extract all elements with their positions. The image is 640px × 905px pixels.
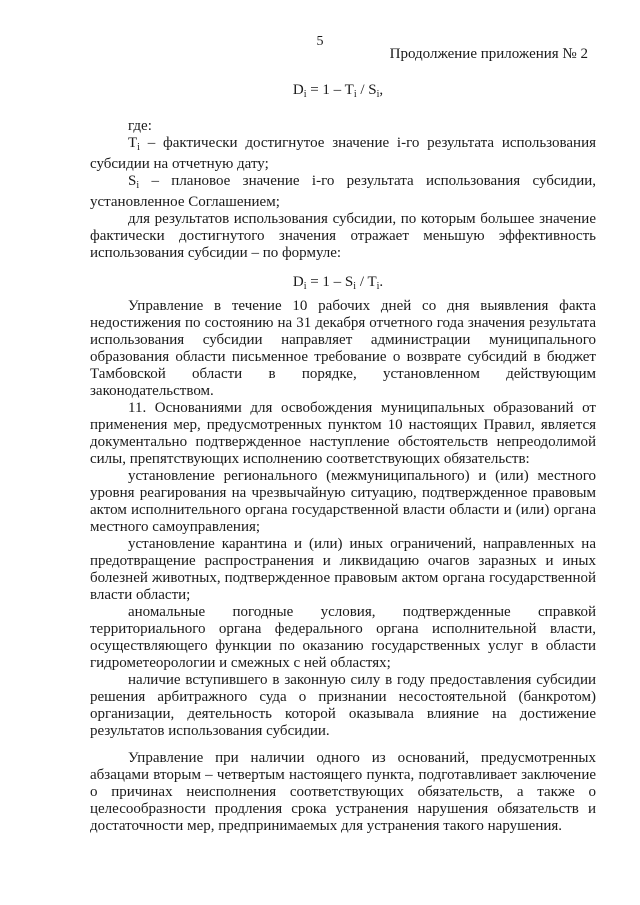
inverse-results-clause: для результатов использования субсидии, по которым большее значение фактически достигнутого значения отражает меньшую эффективность использования субсидии – по формуле: (90, 211, 596, 261)
formula-efficiency-inverse (0, 274, 640, 292)
formula-d: D (292, 82, 304, 98)
paragraph-conclusion: Управление при наличии одного из оснований, предусмотренных абзацами вторым – четвертым настоящего пункта, подготавливает заключение о причинах неисполнения соответствующих обязательств, а также о целесообразности продления срока устранения нарушения обязательств и достаточности мер, предпринимаемых для устранения такого нарушения. (90, 750, 596, 834)
where-label: где: (128, 118, 152, 134)
si-index: i (136, 180, 140, 191)
formula-eq-t: = 1 – T (306, 82, 354, 98)
paragraph-emergency: установление регионального (межмуниципального) и (или) местного уровня реагирования на чрезвычайную ситуацию, подтвержденное правовым актом исполнительного органа государственной власти области и (или) органа местного самоуправления; (90, 468, 596, 535)
formula2-div-t: / T (356, 274, 377, 290)
formula-div-s: / S (356, 82, 377, 98)
formula-efficiency-direct (0, 82, 640, 100)
ti-index: i (137, 142, 140, 153)
paragraph-bankruptcy: наличие вступившего в законную силу в году предоставления субсидии решения арбитражного суда о признании несостоятельной (банкротом) организации, деятельность которой оказывала влияние на достижение результатов использования субсидии. (90, 672, 596, 739)
formula2-end: . (379, 274, 384, 290)
definitions-block (90, 118, 596, 262)
paragraph-management-demand: Управление в течение 10 рабочих дней со дня выявления факта недостижения по состоянию на 31 декабря отчетного года значения результата использования субсидии направляет администрации муниципального образования области письменное требование о возврате субсидий в бюджет Тамбовской области в порядке, установленном действующим законодательством. (90, 298, 596, 399)
ti-symbol: T (128, 135, 138, 151)
formula2-s-index: i (353, 281, 357, 292)
ti-definition-text: – фактически достигнутое значение i-го результата использования субсидии на отчетную дату; (90, 135, 596, 172)
page-number: 5 (316, 34, 324, 49)
paragraph-quarantine: установление карантина и (или) иных ограничений, направленных на предотвращение распространения и ликвидацию очагов заразных и иных болезней животных, подтвержденное правовым актом органа государственной власти области; (90, 536, 596, 603)
formula2-d: D (292, 274, 304, 290)
definition-ti (90, 135, 596, 173)
formula2-eq-s: = 1 – S (306, 274, 354, 290)
formula2-d-index: i (303, 281, 307, 292)
definition-si (90, 173, 596, 211)
si-symbol: S (128, 173, 137, 189)
formula-end: , (379, 82, 384, 98)
formula-s-index: i (376, 89, 380, 100)
si-definition-text: – плановое значение i-го результата использования субсидии, установленное Соглашением; (90, 173, 596, 210)
appendix-continuation-header: Продолжение приложения № 2 (389, 46, 588, 62)
formula-d-index: i (303, 89, 307, 100)
formula2-t-index: i (376, 281, 380, 292)
paragraph-weather: аномальные погодные условия, подтвержденные справкой территориального органа федерального органа исполнительной власти, осуществляющего функции по оказанию государственных услуг в области гидрометеорологии и смежных с ней областях; (90, 604, 596, 671)
paragraph-11: 11. Основаниями для освобождения муниципальных образований от применения мер, предусмотренных пунктом 10 настоящих Правил, является документально подтвержденное наступление обстоятельств непреодолимой силы, препятствующих исполнению соответствующих обязательств: (90, 400, 596, 467)
main-text-block (90, 298, 596, 835)
formula-t-index: i (353, 89, 357, 100)
